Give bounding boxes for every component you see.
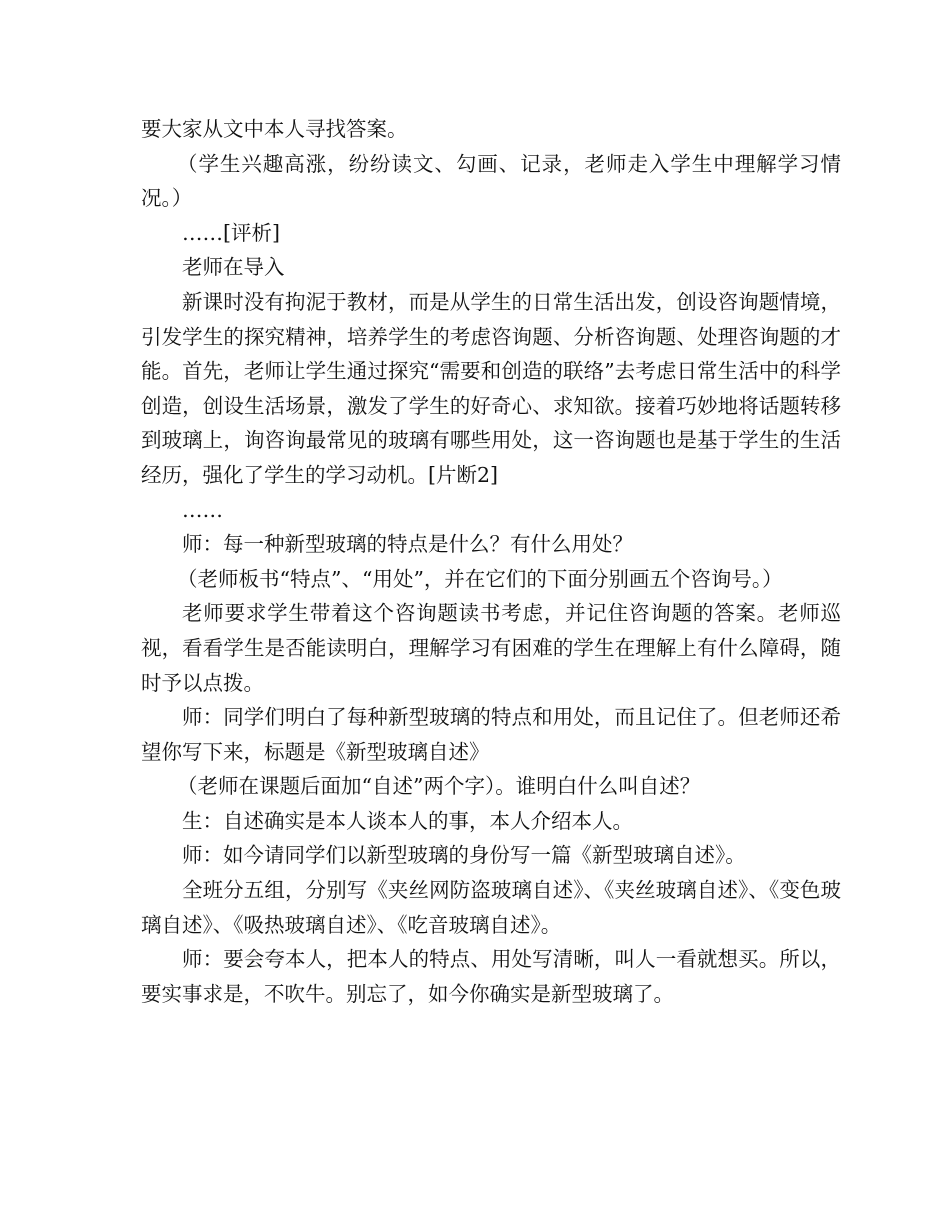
paragraph-teacher-writing-task: 师：同学们明白了每种新型玻璃的特点和用处，而且记住了。但老师还希望你写下来，标题是《新型玻璃自述》 <box>141 705 841 764</box>
paragraph-commentary-label: ……[评析] <box>182 220 280 245</box>
paragraph-commentary-body: 新课时没有拘泥于教材，而是从学生的日常生活出发，创设咨询题情境，引发学生的探究精神，培养学生的考虑咨询题、分析咨询题、处理咨询题的才能。首先，老师让学生通过探究“需要和创造的联络”去考虑日常生活中的科学创造，创设生活场景，激发了学生的好奇心、求知欲。接着巧妙地将话题转移到玻璃上，询咨询最常见的玻璃有哪些用处，这一咨询题也是基于学生的生活经历，强化了学生的学习动机。[片断2] <box>141 289 841 487</box>
paragraph-ellipsis: …… <box>182 497 223 522</box>
paragraph-title-note: （老师在课题后面加“自述”两个字）。谁明白什么叫自述？ <box>177 774 701 799</box>
paragraph-student-answer: 生：自述确实是本人谈本人的事，本人介绍本人。 <box>182 808 633 833</box>
paragraph-teacher-request: 老师要求学生带着这个咨询题读书考虑，并记住咨询题的答案。老师巡视，看看学生是否能读明白，理解学习有困难的学生在理解上有什么障碍，随时予以点拨。 <box>141 601 841 695</box>
paragraph-teacher-instruction: 师：如今请同学们以新型玻璃的身份写一篇《新型玻璃自述》。 <box>182 843 746 868</box>
body-text <box>141 112 841 1011</box>
paragraph-teacher-advice: 师：要会夸本人，把本人的特点、用处写清晰，叫人一看就想买。所以，要实事求是，不吹牛。别忘了，如今你确实是新型玻璃了。 <box>141 947 841 1006</box>
paragraph-student-activity: （学生兴趣高涨，纷纷读文、勾画、记录，老师走入学生中理解学习情况。） <box>141 151 841 211</box>
paragraph-blackboard-note: （老师板书“特点”、“用处”，并在它们的下面分别画五个咨询号。） <box>177 566 783 591</box>
paragraph-commentary-intro: 老师在导入 <box>182 255 285 280</box>
paragraph-continuation: 要大家从文中本人寻找答案。 <box>141 117 408 141</box>
paragraph-teacher-question: 师：每一种新型玻璃的特点是什么？有什么用处？ <box>182 532 633 557</box>
paragraph-group-assignment: 全班分五组，分别写《夹丝网防盗玻璃自述》、《夹丝玻璃自述》、《变色玻璃自述》、《吸热玻璃自述》、《吃音玻璃自述》。 <box>141 878 841 937</box>
